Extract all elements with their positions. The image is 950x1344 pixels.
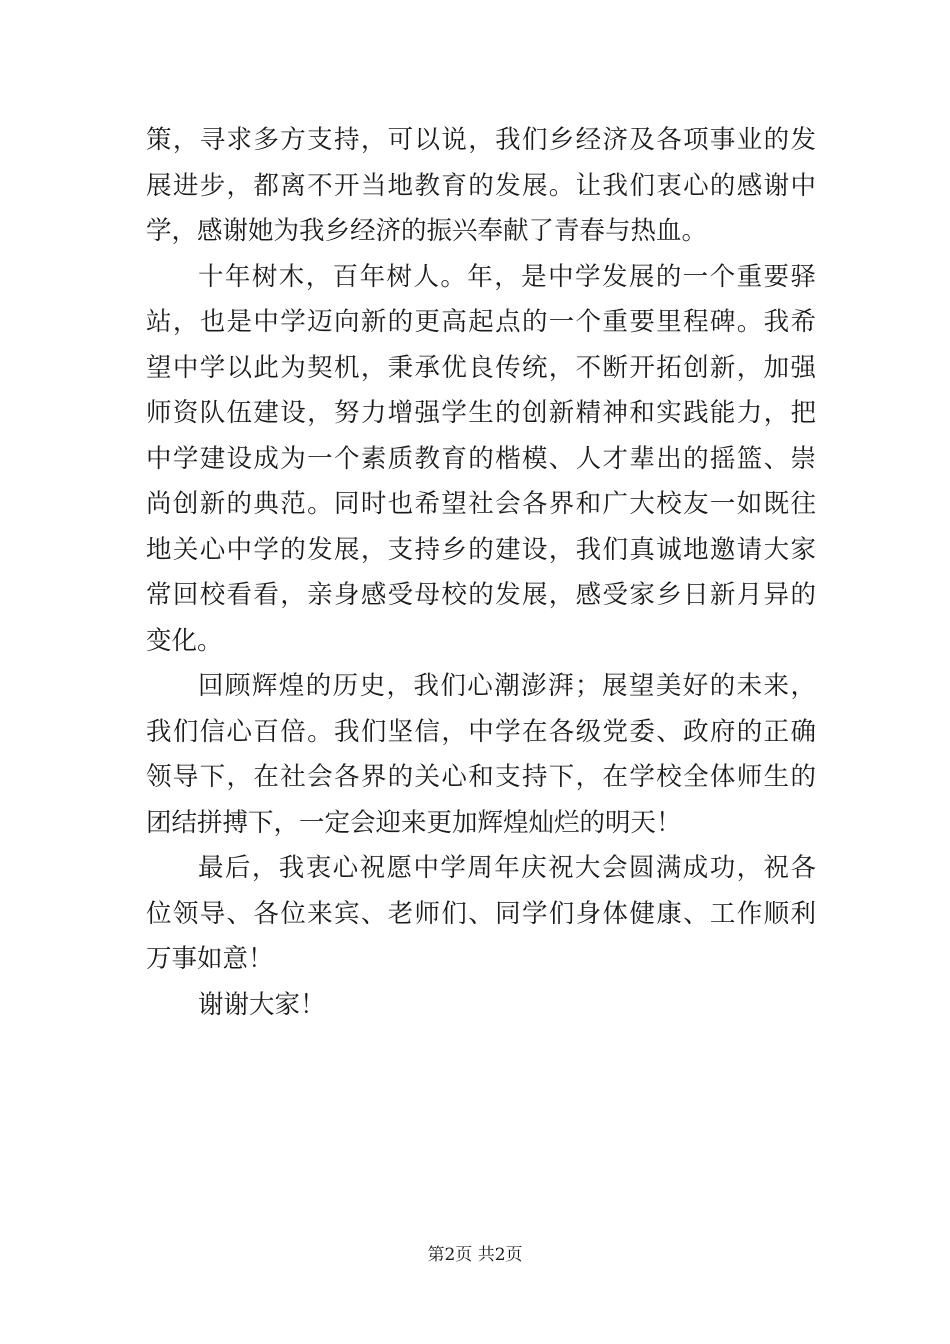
- text-line: 团结拼搏下，一定会迎来更加辉煌灿烂的明天！: [146, 807, 682, 838]
- document-body: [146, 118, 816, 1028]
- text-line: 展进步，都离不开当地教育的发展。让我们衷心的感谢中: [146, 170, 816, 201]
- text-line: 策，寻求多方支持，可以说，我们乡经济及各项事业的发: [146, 125, 816, 155]
- text-line: 站，也是中学迈向新的更高起点的一个重要里程碑。我希: [146, 307, 816, 337]
- page-footer: 第2页 共2页: [427, 1245, 523, 1265]
- text-line: 尚创新的典范。同时也希望社会各界和广大校友一如既往: [146, 489, 816, 519]
- text-line: 领导下，在社会各界的关心和支持下，在学校全体师生的: [146, 762, 816, 792]
- text-line: 中学建设成为一个素质教育的楷模、人才辈出的摇篮、崇: [146, 443, 816, 474]
- text-line: 我们信心百倍。我们坚信，中学在各级党委、政府的正确: [146, 716, 816, 747]
- text-line: 望中学以此为契机，秉承优良传统，不断开拓创新，加强: [146, 352, 816, 383]
- text-line: 常回校看看，亲身感受母校的发展，感受家乡日新月异的: [146, 580, 816, 610]
- text-line: 地关心中学的发展，支持乡的建设，我们真诚地邀请大家: [146, 534, 816, 565]
- closing-line: 谢谢大家！: [198, 989, 326, 1020]
- text-line: 学，感谢她为我乡经济的振兴奉献了青春与热血。: [146, 216, 708, 246]
- text-line: 师资队伍建设，努力增强学生的创新精神和实践能力，把: [146, 398, 816, 428]
- text-line: 位领导、各位来宾、老师们、同学们身体健康、工作顺利: [146, 898, 816, 929]
- text-line: 万事如意！: [146, 944, 274, 974]
- paragraph-first-line: 回顾辉煌的历史，我们心潮澎湃；展望美好的未来，: [198, 671, 816, 701]
- text-line: 变化。: [146, 625, 223, 656]
- paragraph-first-line: 最后，我衷心祝愿中学周年庆祝大会圆满成功，祝各: [198, 853, 816, 883]
- paragraph-first-line: 十年树木，百年树人。年，是中学发展的一个重要驿: [198, 261, 816, 292]
